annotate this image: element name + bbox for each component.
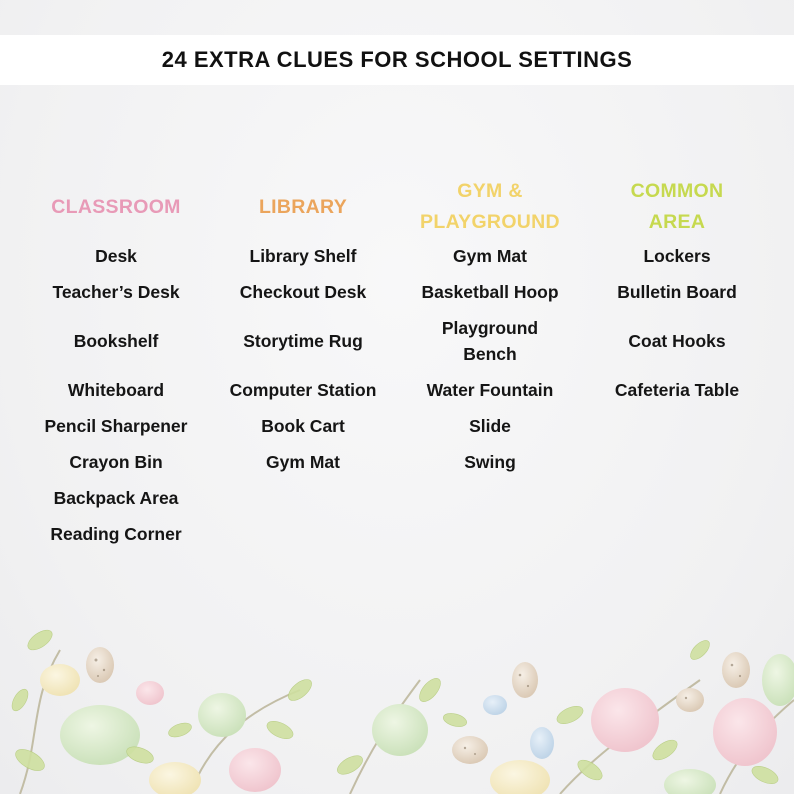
list-item: Swing — [464, 452, 516, 472]
common-area-heading: COMMON AREA — [630, 180, 724, 233]
classroom-column — [21, 176, 211, 552]
leaf-icon — [334, 752, 365, 778]
easter-egg-icon — [512, 662, 538, 698]
easter-egg-icon — [490, 760, 550, 794]
leaf-icon — [650, 736, 681, 764]
leaf-icon — [264, 718, 295, 743]
library-column — [208, 176, 398, 480]
list-item: Reading Corner — [50, 524, 182, 544]
easter-egg-icon — [40, 664, 80, 696]
list-item: Computer Station — [229, 380, 377, 400]
easter-egg-icon — [86, 647, 114, 683]
list-item: Whiteboard — [67, 380, 165, 400]
list-item: Pencil Sharpener — [44, 416, 188, 436]
list-item: Coat Hooks — [628, 331, 726, 351]
easter-egg-icon — [452, 736, 488, 764]
list-item: Lockers — [643, 246, 711, 266]
leaf-icon — [554, 703, 585, 728]
gym-playground-heading: GYM & PLAYGROUND — [420, 180, 560, 233]
easter-decoration — [0, 620, 794, 794]
list-item: Teacher’s Desk — [52, 282, 180, 302]
title-banner — [0, 35, 794, 85]
easter-egg-icon — [762, 654, 794, 706]
gym-playground-column — [395, 176, 585, 480]
easter-egg-icon — [676, 688, 704, 712]
common-area-column — [582, 176, 772, 408]
easter-egg-icon — [198, 693, 246, 737]
easter-egg-icon — [149, 762, 201, 794]
leaf-icon — [575, 756, 606, 784]
page-title: 24 EXTRA CLUES FOR SCHOOL SETTINGS — [161, 47, 633, 72]
leaf-icon — [167, 720, 194, 739]
list-item: Storytime Rug — [243, 331, 363, 351]
easter-egg-icon — [60, 705, 140, 765]
list-item: Checkout Desk — [239, 282, 367, 302]
library-heading: LIBRARY — [258, 195, 348, 218]
list-item: Crayon Bin — [69, 452, 163, 472]
leaf-icon — [25, 626, 56, 654]
easter-egg-icon — [229, 748, 281, 792]
list-item: Bookshelf — [73, 331, 159, 351]
easter-egg-icon — [372, 704, 428, 756]
easter-egg-icon — [591, 688, 659, 752]
leaf-icon — [416, 675, 445, 705]
easter-egg-icon — [483, 695, 507, 715]
list-item: Library Shelf — [249, 246, 357, 266]
list-item: Book Cart — [261, 416, 345, 436]
list-item: Gym Mat — [453, 246, 527, 266]
leaf-icon — [9, 687, 31, 714]
list-item: Desk — [95, 246, 137, 266]
easter-egg-icon — [713, 698, 777, 766]
classroom-heading: CLASSROOM — [51, 195, 181, 218]
list-item: Water Fountain — [426, 380, 554, 400]
list-item: Bulletin Board — [617, 282, 737, 302]
list-item: Backpack Area — [53, 488, 179, 508]
list-item: Basketball Hoop — [421, 282, 559, 302]
leaf-icon — [749, 763, 780, 788]
list-item: Playground Bench — [441, 318, 539, 364]
easter-egg-icon — [664, 769, 716, 794]
list-item: Gym Mat — [266, 452, 340, 472]
list-item: Cafeteria Table — [614, 380, 740, 400]
list-item: Slide — [469, 416, 511, 436]
easter-egg-icon — [722, 652, 750, 688]
easter-egg-icon — [136, 681, 164, 705]
leaf-icon — [687, 637, 712, 662]
leaf-icon — [442, 711, 468, 729]
easter-egg-icon — [530, 727, 554, 759]
leaf-icon — [12, 745, 48, 775]
leaf-icon — [285, 676, 315, 705]
